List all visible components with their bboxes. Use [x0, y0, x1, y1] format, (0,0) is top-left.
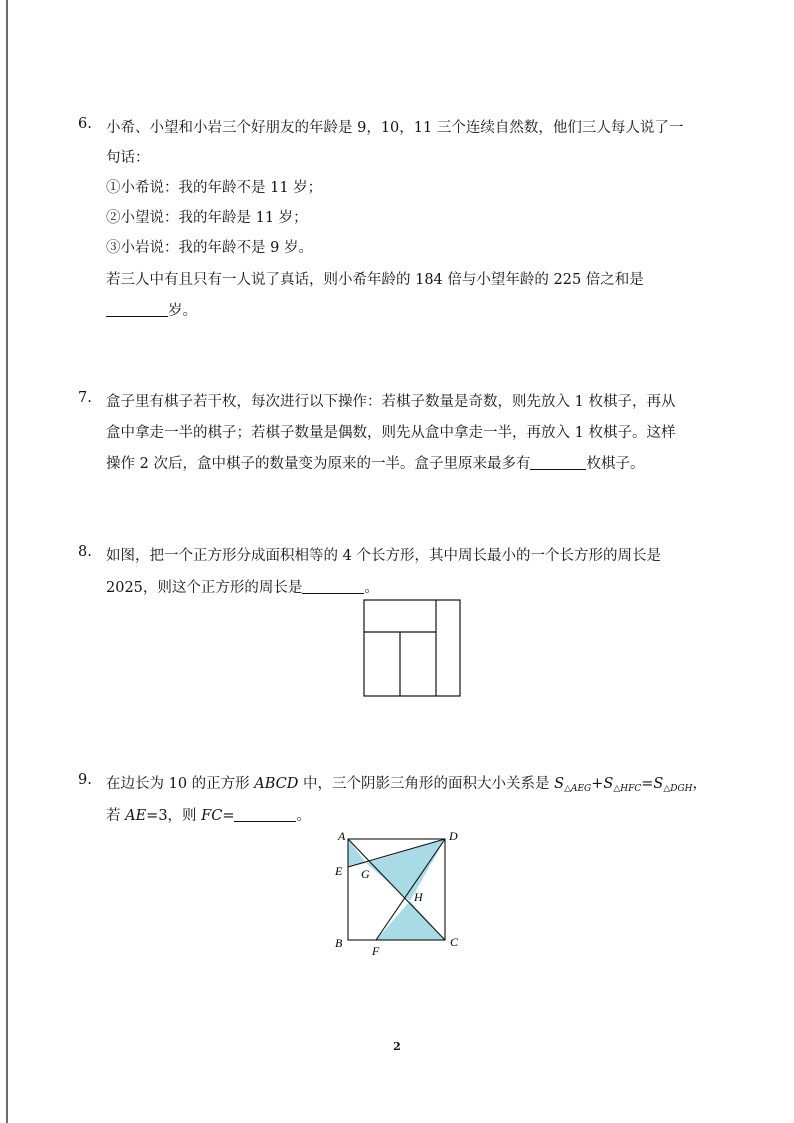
q9-line-1: 在边长为 10 的正方形 ABCD 中，三个阴影三角形的面积大小关系是 $S_{\triangle AEG}+S_{\triangle HFC}=S_{\triangle DGH}$，: [106, 776, 708, 794]
answer-blank[interactable]: [530, 455, 586, 470]
q6-line-2: 句话：: [106, 150, 150, 166]
q6-line-7: 岁。: [106, 299, 197, 320]
q7-line-1: 盒子里有棋子若干枚，每次进行以下操作：若棋子数量是奇数，则先放入 1 枚棋子，再从: [106, 394, 676, 410]
page-number: 2: [393, 1040, 401, 1053]
q9-line-2: 若 AE=3，则 FC= 。: [106, 808, 311, 824]
question-number: 8.: [78, 544, 92, 560]
label-h: H: [414, 890, 423, 904]
label-g: G: [361, 867, 370, 881]
q7-line-3: 操作 2 次后，盒中棋子的数量变为原来的一半。盒子里原来最多有 枚棋子。: [106, 456, 645, 472]
shaded-triangle-hfc: [376, 901, 445, 940]
label-f: F: [372, 944, 380, 958]
outer-square: [364, 600, 460, 696]
q7-line-2: 盒中拿走一半的棋子；若棋子数量是偶数，则先从盒中拿走一半，再放入 1 枚棋子。这样: [106, 425, 676, 441]
left-margin-rule: [6, 0, 8, 1123]
question-number: 6.: [78, 116, 92, 132]
answer-blank[interactable]: [106, 302, 168, 317]
square-division-figure: [362, 598, 464, 700]
q6-line-3: ①小希说：我的年龄不是 11 岁；: [106, 180, 323, 196]
label-d: D: [449, 829, 458, 843]
q6-line-5: ③小岩说：我的年龄不是 9 岁。: [106, 240, 313, 256]
label-c: C: [450, 935, 459, 949]
q6-line-1: 小希、小望和小岩三个好朋友的年龄是 9，10，11 三个连续自然数，他们三人每人说了一: [106, 120, 684, 136]
answer-blank[interactable]: [302, 579, 364, 594]
answer-blank[interactable]: [234, 807, 296, 822]
question-number: 9.: [78, 772, 92, 788]
q8-line-2: 2025，则这个正方形的周长是 。: [106, 580, 379, 596]
label-b: B: [335, 936, 343, 950]
q6-line-6: 若三人中有且只有一人说了真话，则小希年龄的 184 倍与小望年龄的 225 倍之和是: [106, 272, 644, 288]
square-abcd-figure: [328, 826, 474, 960]
q8-line-1: 如图，把一个正方形分成面积相等的 4 个长方形，其中周长最小的一个长方形的周长是: [106, 548, 661, 564]
q6-line-4: ②小望说：我的年龄是 11 岁；: [106, 210, 308, 226]
label-a: A: [338, 829, 346, 843]
question-number: 7.: [78, 390, 92, 406]
label-e: E: [335, 864, 343, 878]
